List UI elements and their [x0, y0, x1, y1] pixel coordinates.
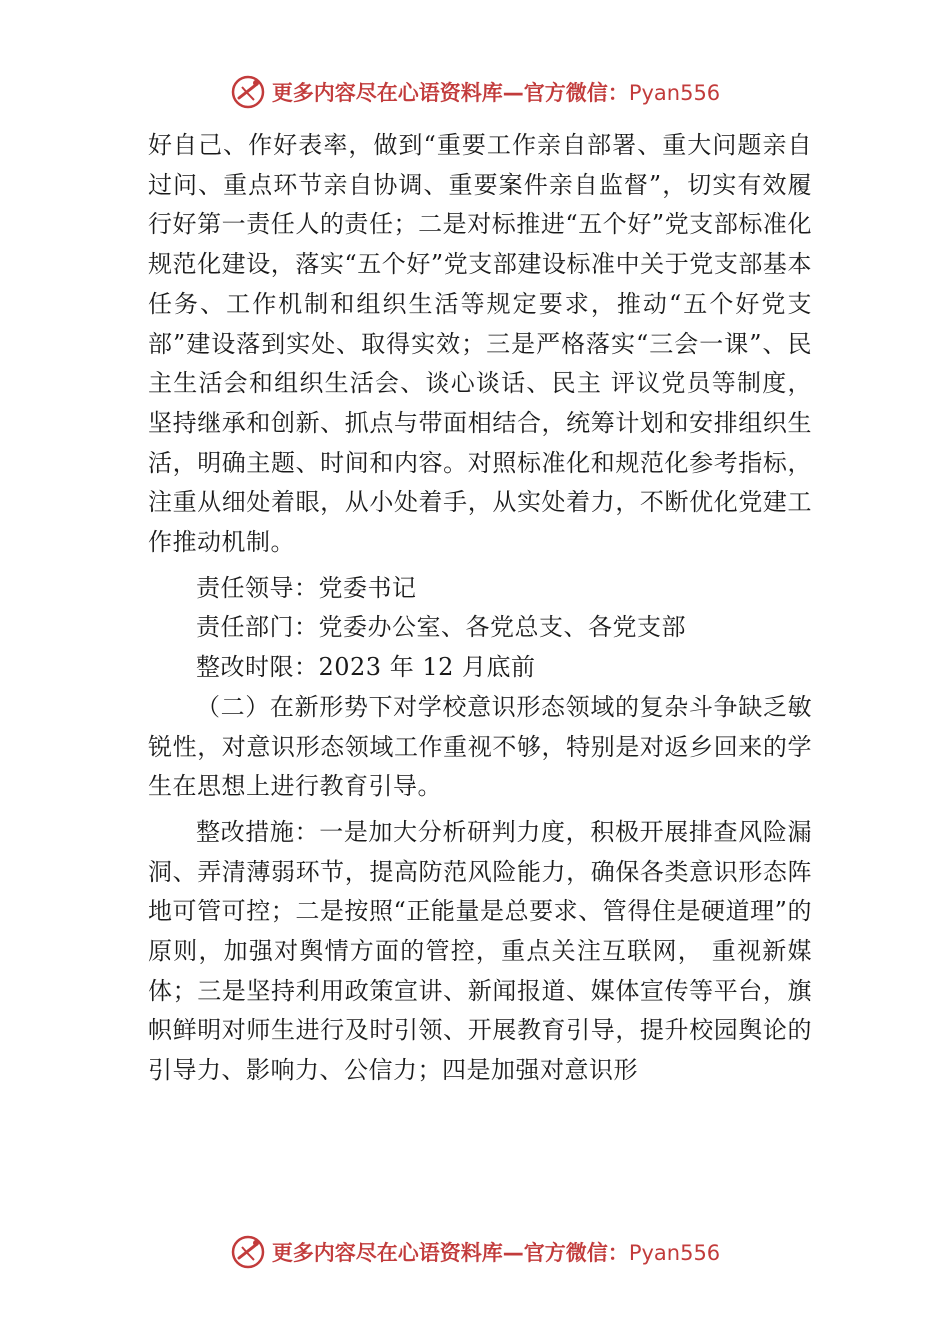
responsible-leader: 责任领导：党委书记 [196, 573, 417, 602]
logo-icon [230, 74, 266, 110]
footer-banner [0, 1232, 950, 1272]
footer-banner-text: 更多内容尽在心语资料库—官方微信：Pyan556 [271, 1241, 721, 1265]
responsible-department: 责任部门：党委办公室、各党总支、各党支部 [196, 613, 686, 642]
paragraph-continuation: 好自己、作好表率，做到“重要工作亲自部署、重大问题亲自过问、重点环节亲自协调、重要案件亲自监督”，切实有效履行好第一责任人的责任；二是对标推进“五个好”党支部标准化规范化建设，落实“五个好”党支部建设标准中关于党支部基本任务、工作机制和组织生活等规定要求，推动“五个好党支部”建设落到实处、取得实效；三是严格落实“三会一课”、民主生活会和组织生活会、谈心谈话、民主 评议党员等制度，坚持继承和创新、抓点与带面相结合，统筹计划和安排组织生活，明确主题、时间和内容。对照标准化和规范化参考指标，注重从细处着眼，从小处着手，从实处着力，不断优化党建工作推动机制。 [148, 131, 812, 557]
header-banner-text: 更多内容尽在心语资料库—官方微信：Pyan556 [271, 81, 721, 105]
header-banner [0, 72, 950, 112]
logo-icon [230, 1234, 266, 1270]
document-body [148, 126, 812, 1091]
footer-wechat-id: Pyan556 [628, 1241, 721, 1265]
rectification-deadline: 整改时限：2023 年 12 月底前 [196, 653, 536, 682]
header-wechat-id: Pyan556 [628, 81, 721, 105]
rectification-measures: 整改措施：一是加大分析研判力度，积极开展排查风险漏洞、弄清薄弱环节，提高防范风险能力，确保各类意识形态阵地可管可控；二是按照“正能量是总要求、管得住是硬道理”的原则，加强对舆情方面的管控，重点关注互联网， 重视新媒体；三是坚持利用政策宣讲、新闻报道、媒体宣传等平台，旗帜鲜明对师生进行及时引领、开展教育引导，提升校园舆论的引导力、影响力、公信力；四是加强对意识形 [148, 817, 812, 1085]
issue-two: （二）在新形势下对学校意识形态领域的复杂斗争缺乏敏锐性，对意识形态领域工作重视不够，特别是对返乡回来的学生在思想上进行教育引导。 [148, 692, 812, 801]
